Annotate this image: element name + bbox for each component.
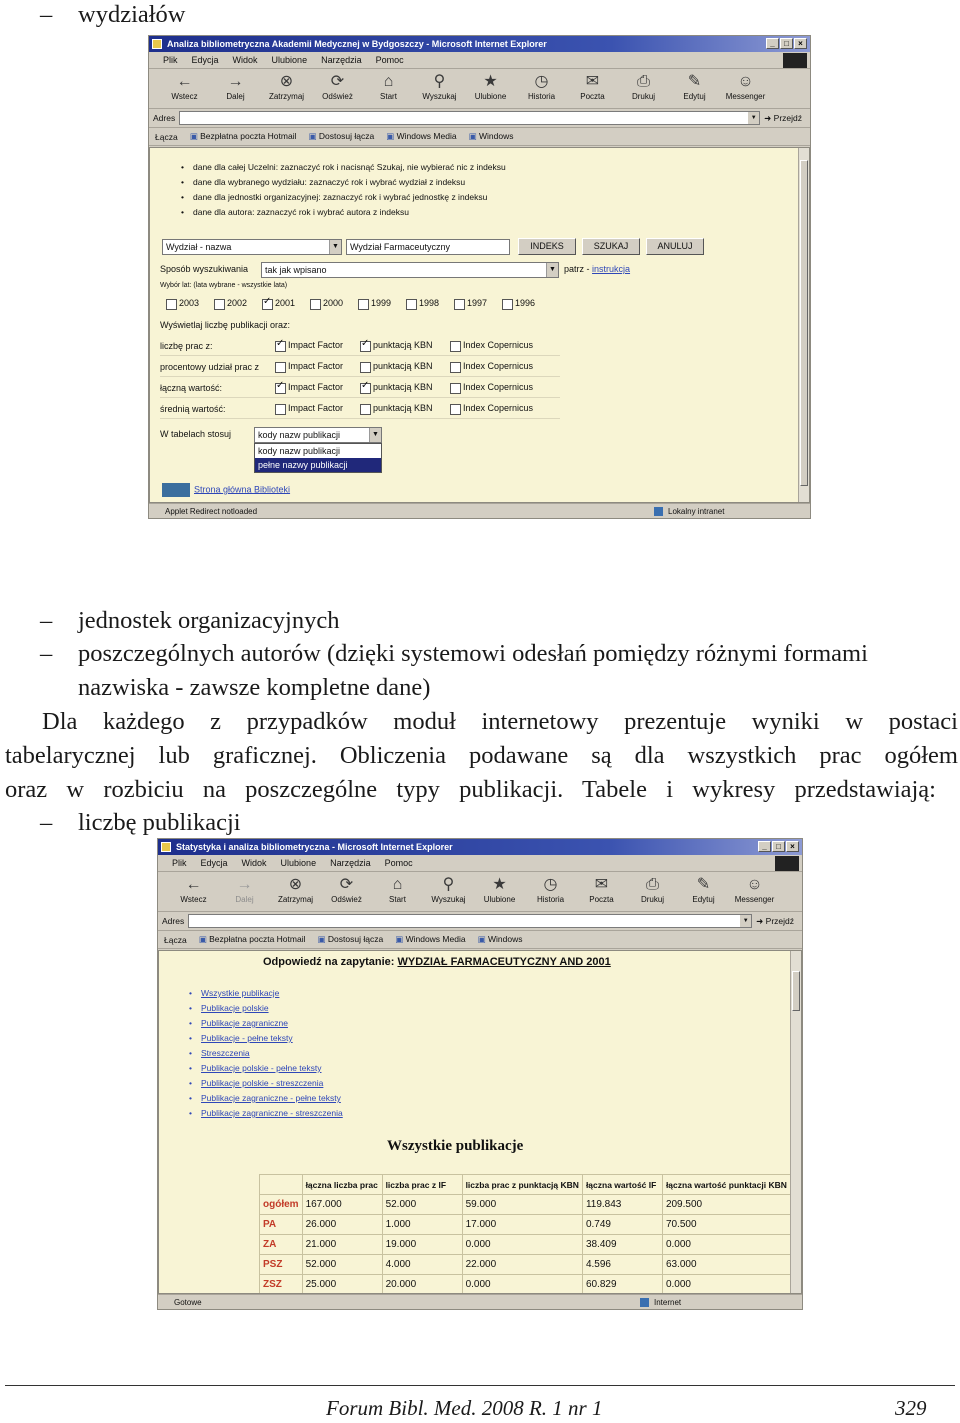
historia-icon: ◷ <box>543 876 558 893</box>
toolbar-button-label: Wstecz <box>171 92 198 101</box>
szukaj-button[interactable]: SZUKAJ <box>582 238 640 255</box>
anuluj-button[interactable]: ANULUJ <box>646 238 704 255</box>
dalej-icon: → <box>227 73 244 90</box>
row-label: ZSZ <box>260 1275 303 1295</box>
measure-checkbox-kbn[interactable]: punktacją KBN ✓ <box>360 340 433 350</box>
link-windows-media[interactable]: ▣ Windows Media <box>386 131 456 142</box>
zatrzymaj-icon: ⊗ <box>288 876 303 893</box>
column-header: łączna wartość punktacji KBN <box>662 1175 790 1195</box>
toolbar-od-wie--button[interactable] <box>321 872 372 911</box>
link-hotmail[interactable]: ▣ Bezpłatna poczta Hotmail <box>199 934 306 945</box>
toolbar-historia-button[interactable] <box>516 69 567 108</box>
search-mode-select[interactable]: tak jak wpisano ▼ <box>261 262 559 278</box>
result-link[interactable]: • Publikacje zagraniczne - streszczenia <box>201 1108 343 1118</box>
links-label: Łącza <box>164 934 187 945</box>
windows-logo-icon <box>775 856 799 871</box>
year-checkbox[interactable]: 1997 <box>454 298 487 308</box>
drukuj-icon: ⎙ <box>637 73 650 90</box>
measure-checkbox-kbn[interactable]: punktacją KBN <box>360 403 433 413</box>
address-label: Adres <box>153 113 176 123</box>
zatrzymaj-icon: ⊗ <box>279 73 294 90</box>
table-row <box>260 1255 791 1275</box>
toolbar-drukuj-button[interactable] <box>627 872 678 911</box>
address-input[interactable] <box>179 111 760 125</box>
table-cell: 1.000 <box>382 1215 462 1235</box>
row-label: PSZ <box>260 1255 303 1275</box>
measure-checkbox-if[interactable]: Impact Factor <box>275 361 343 371</box>
toolbar-button-label: Drukuj <box>631 92 656 101</box>
toolbar-edytuj-button[interactable] <box>669 69 720 108</box>
edytuj-icon: ✎ <box>687 73 702 90</box>
menu-item-widok[interactable]: Widok <box>241 858 267 868</box>
table-cell: 167.000 <box>302 1195 382 1215</box>
toolbar-start-button[interactable] <box>363 69 414 108</box>
wstecz-icon: ← <box>185 876 202 893</box>
chevron-down-icon[interactable]: ▼ <box>740 915 751 927</box>
column-header: łączna liczba prac <box>302 1175 382 1195</box>
toolbar-button-label: Drukuj <box>640 895 665 904</box>
column-header <box>260 1175 303 1195</box>
measure-checkbox-if[interactable]: Impact Factor ✓ <box>275 340 343 350</box>
browser-window-search <box>148 35 811 519</box>
toolbar <box>158 872 802 912</box>
toolbar-dalej-button[interactable] <box>210 69 261 108</box>
answer-heading: Odpowiedź na zapytanie: WYDZIAŁ FARMACEUTYCZNY AND 2001 <box>263 956 611 968</box>
toolbar-button-label: Dalej <box>226 92 245 101</box>
year-checkbox[interactable]: 1999 <box>358 298 391 308</box>
toolbar-button-label: Edytuj <box>692 895 715 904</box>
close-button[interactable]: × <box>786 841 799 852</box>
instruction-link[interactable]: instrukcja <box>592 264 631 274</box>
section-title: Wszystkie publikacje <box>387 1138 524 1154</box>
table-row <box>260 1275 791 1295</box>
toolbar <box>149 69 810 109</box>
toolbar-wyszukaj-button[interactable] <box>414 69 465 108</box>
toolbar-button-label: Wyszukaj <box>422 92 457 101</box>
menu-item-widok[interactable]: Widok <box>232 55 258 65</box>
footer-rule <box>5 1385 955 1386</box>
toolbar-button-label: Edytuj <box>683 92 706 101</box>
status-bar <box>158 1294 802 1309</box>
show-label: Wyświetlaj liczbę publikacji oraz: <box>160 320 290 330</box>
toolbar-button-label: Historia <box>536 895 565 904</box>
historia-icon: ◷ <box>534 73 549 90</box>
result-link[interactable]: • Publikacje zagraniczne <box>201 1018 288 1028</box>
column-header: liczba prac z IF <box>382 1175 462 1195</box>
list-item-wydzialow: – wydziałów <box>40 1 186 28</box>
result-link[interactable]: • Publikacje zagraniczne - pełne teksty <box>201 1093 341 1103</box>
toolbar-button-label: Start <box>380 92 397 101</box>
toolbar-zatrzymaj-button[interactable] <box>261 69 312 108</box>
zone-indicator: Internet <box>640 1295 681 1310</box>
instruction-item: • dane dla wybranego wydziału: zaznaczyć rok i wybrać wydział z indeksu <box>193 177 465 187</box>
address-bar <box>158 912 802 931</box>
table-cell: 21.000 <box>302 1235 382 1255</box>
menu-item-narzedzia[interactable]: Narzędzia <box>321 55 362 65</box>
wstecz-icon: ← <box>176 73 193 90</box>
table-cell: 52.000 <box>302 1255 382 1275</box>
start-icon: ⌂ <box>383 73 394 90</box>
go-button[interactable]: ➜ Przejdź <box>756 915 794 926</box>
ie-icon <box>152 39 162 49</box>
status-bar <box>149 503 810 518</box>
measure-row-label: łączną wartość: <box>160 383 223 393</box>
list-item-autorow-cont: nazwiska - zawsze kompletne dane) <box>78 674 431 701</box>
table-cell: 4.000 <box>382 1255 462 1275</box>
poczta-icon: ✉ <box>594 876 609 893</box>
toolbar-button-label: Ulubione <box>474 92 507 101</box>
link-windows-media[interactable]: ▣ Windows Media <box>395 934 465 945</box>
links-bar <box>149 128 810 146</box>
minimize-button[interactable]: _ <box>766 38 779 49</box>
menu-item-narzedzia[interactable]: Narzędzia <box>330 858 371 868</box>
result-link[interactable]: • Publikacje polskie - pełne teksty <box>201 1063 321 1073</box>
minimize-button[interactable]: _ <box>758 841 771 852</box>
result-link[interactable]: • Publikacje - pełne teksty <box>201 1033 293 1043</box>
toolbar-button-label: Zatrzymaj <box>277 895 314 904</box>
menu-bar <box>158 855 802 872</box>
address-input[interactable] <box>188 914 752 928</box>
link-customize[interactable]: ▣ Dostosuj łącza <box>317 934 383 945</box>
dropdown-option[interactable]: kody nazw publikacji <box>258 446 341 456</box>
toolbar-button-label: Zatrzymaj <box>268 92 305 101</box>
year-checkbox[interactable]: 2003 <box>166 298 199 308</box>
poczta-icon: ✉ <box>585 73 600 90</box>
toolbar-od-wie--button[interactable] <box>312 69 363 108</box>
dropdown-option-highlighted[interactable]: pełne nazwy publikacji <box>255 458 381 472</box>
go-button[interactable]: ➜ Przejdź <box>764 112 802 123</box>
menu-bar <box>149 52 810 69</box>
toolbar-poczta-button[interactable] <box>576 872 627 911</box>
table-cell: 209.500 <box>662 1195 790 1215</box>
year-checkbox[interactable]: 1996 <box>502 298 535 308</box>
row-label: PA <box>260 1215 303 1235</box>
start-icon: ⌂ <box>392 876 403 893</box>
toolbar-button-label: Poczta <box>589 895 614 904</box>
toolbar-button-label: Start <box>389 895 406 904</box>
result-link[interactable]: • Streszczenia <box>201 1048 250 1058</box>
measure-row-label: procentowy udział prac z <box>160 362 260 372</box>
vertical-scrollbar[interactable] <box>798 148 809 502</box>
messenger-icon: ☺ <box>746 876 763 893</box>
tables-mode-select[interactable]: kody nazw publikacji ▼ <box>254 427 382 443</box>
result-link[interactable]: • Publikacje polskie <box>201 1003 269 1013</box>
toolbar-button-label: Dalej <box>235 895 254 904</box>
table-header-row <box>260 1175 791 1195</box>
row-label: ogółem <box>260 1195 303 1215</box>
close-button[interactable]: × <box>794 38 807 49</box>
table-cell: 0.000 <box>662 1235 790 1255</box>
chevron-down-icon[interactable]: ▼ <box>748 112 759 124</box>
measure-checkbox-kbn[interactable]: punktacją KBN ✓ <box>360 382 433 392</box>
toolbar-button-label: Messenger <box>734 895 775 904</box>
window-titlebar: Analiza bibliometryczna Akademii Medycznej w Bydgoszczy - Microsoft Internet Explorer _ □ × <box>149 36 810 52</box>
measure-checkbox-ic[interactable]: Index Copernicus <box>450 340 533 350</box>
maximize-button[interactable]: □ <box>772 841 785 852</box>
measure-row-label: średnią wartość: <box>160 404 226 414</box>
chevron-down-icon: ▼ <box>369 428 381 442</box>
answer-value: WYDZIAŁ FARMACEUTYCZNY AND 2001 <box>397 956 611 968</box>
paragraph-line-3: oraz w rozbiciu na poszczególne typy publikacji. Tabele i wykresy przedstawiają: <box>5 776 936 803</box>
measure-checkbox-ic[interactable]: Index Copernicus <box>450 403 533 413</box>
index-type-select[interactable]: Wydział - nazwa ▼ <box>162 239 342 255</box>
toolbar-button-label: Messenger <box>725 92 766 101</box>
table-cell: 0.749 <box>582 1215 662 1235</box>
table-cell: 63.000 <box>662 1255 790 1275</box>
status-text: Gotowe <box>174 1298 202 1307</box>
toolbar-historia-button[interactable] <box>525 872 576 911</box>
indeks-button[interactable]: INDEKS <box>518 238 576 255</box>
ie-icon <box>161 842 171 852</box>
table-cell: 20.000 <box>382 1275 462 1295</box>
link-customize[interactable]: ▣ Dostosuj łącza <box>308 131 374 142</box>
toolbar-wstecz-button[interactable] <box>168 872 219 911</box>
menu-item-pomoc[interactable]: Pomoc <box>375 55 404 65</box>
table-cell: 0.000 <box>462 1235 582 1255</box>
toolbar-ulubione-button[interactable] <box>465 69 516 108</box>
menu-item-ulubione[interactable]: Ulubione <box>280 858 317 868</box>
row-label: ZA <box>260 1235 303 1255</box>
menu-item-plik[interactable]: Plik <box>172 858 187 868</box>
toolbar-zatrzymaj-button[interactable] <box>270 872 321 911</box>
links-bar <box>158 931 802 949</box>
paragraph-line-1: Dla każdego z przypadków moduł internetowy prezentuje wyniki w postaci <box>42 708 958 735</box>
menu-item-edycja[interactable]: Edycja <box>191 55 219 65</box>
zone-indicator: Lokalny intranet <box>654 504 724 519</box>
toolbar-ulubione-button[interactable] <box>474 872 525 911</box>
ulubione-icon: ★ <box>492 876 507 893</box>
toolbar-button-label: Odśwież <box>331 895 362 904</box>
wyszukaj-icon: ⚲ <box>433 73 446 90</box>
status-text: Applet Redirect notloaded <box>165 507 258 516</box>
table-cell: 119.843 <box>582 1195 662 1215</box>
table-cell: 4.596 <box>582 1255 662 1275</box>
browser-window-results <box>157 838 803 1310</box>
link-hotmail[interactable]: ▣ Bezpłatna poczta Hotmail <box>190 131 297 142</box>
menu-item-ulubione[interactable]: Ulubione <box>271 55 308 65</box>
table-cell: 0.000 <box>462 1275 582 1295</box>
table-cell: 52.000 <box>382 1195 462 1215</box>
table-cell: 25.000 <box>302 1275 382 1295</box>
library-home-icon <box>162 483 190 497</box>
od-wie--icon: ⟳ <box>339 876 354 893</box>
menu-item-edycja[interactable]: Edycja <box>200 858 228 868</box>
footer-citation: Forum Bibl. Med. 2008 R. 1 nr 1 <box>326 1396 603 1420</box>
menu-item-pomoc[interactable]: Pomoc <box>384 858 413 868</box>
page-content <box>158 950 802 1294</box>
links-label: Łącza <box>155 131 178 142</box>
table-cell: 22.000 <box>462 1255 582 1275</box>
table-row <box>260 1235 791 1255</box>
window-titlebar: Statystyka i analiza bibliometryczna - Microsoft Internet Explorer _ □ × <box>158 839 802 855</box>
toolbar-button-label: Ulubione <box>483 895 516 904</box>
instruction-item: • dane dla autora: zaznaczyć rok i wybrać autora z indeksu <box>193 207 409 217</box>
toolbar-button-label: Wstecz <box>180 895 207 904</box>
toolbar-button-label: Historia <box>527 92 556 101</box>
table-cell: 26.000 <box>302 1215 382 1235</box>
toolbar-wyszukaj-button[interactable] <box>423 872 474 911</box>
home-link-row[interactable] <box>162 483 290 497</box>
toolbar-poczta-button[interactable] <box>567 69 618 108</box>
list-item-autorow: – poszczególnych autorów (dzięki systemowi odesłań pomiędzy różnymi formami <box>40 640 868 667</box>
table-cell: 59.000 <box>462 1195 582 1215</box>
od-wie--icon: ⟳ <box>330 73 345 90</box>
year-checkbox[interactable]: 2002 <box>214 298 247 308</box>
table-cell: 70.500 <box>662 1215 790 1235</box>
link-windows[interactable]: ▣ Windows <box>469 131 514 142</box>
table-cell: 60.829 <box>582 1275 662 1295</box>
table-cell: 0.000 <box>662 1275 790 1295</box>
column-header: liczba prac z punktacją KBN <box>462 1175 582 1195</box>
measure-checkbox-kbn[interactable]: punktacją KBN <box>360 361 433 371</box>
see-label: patrz - instrukcja <box>564 264 631 274</box>
result-link[interactable]: • Wszystkie publikacje <box>201 988 279 998</box>
toolbar-start-button[interactable] <box>372 872 423 911</box>
year-checkbox[interactable]: 1998 <box>406 298 439 308</box>
chevron-down-icon: ▼ <box>329 240 341 254</box>
years-label: Wybór lat: (lata wybrane - wszystkie lata) <box>160 282 288 289</box>
edytuj-icon: ✎ <box>696 876 711 893</box>
tables-label: W tabelach stosuj <box>160 429 232 439</box>
toolbar-edytuj-button[interactable] <box>678 872 729 911</box>
search-mode-label: Sposób wyszukiwania <box>160 264 249 274</box>
toolbar-button-label: Poczta <box>580 92 605 101</box>
page-number: 329 <box>895 1396 927 1420</box>
toolbar-button-label: Odśwież <box>322 92 353 101</box>
table-cell: 38.409 <box>582 1235 662 1255</box>
results-table <box>259 1174 791 1294</box>
year-checkbox[interactable]: 2000 <box>310 298 343 308</box>
address-bar <box>149 109 810 128</box>
measure-checkbox-ic[interactable]: Index Copernicus <box>450 361 533 371</box>
toolbar-messenger-button[interactable] <box>729 872 780 911</box>
tables-mode-dropdown <box>254 443 382 473</box>
messenger-icon: ☺ <box>737 73 754 90</box>
index-value-input[interactable]: Wydział Farmaceutyczny <box>346 239 510 255</box>
toolbar-messenger-button[interactable] <box>720 69 771 108</box>
table-cell: 19.000 <box>382 1235 462 1255</box>
table-row <box>260 1195 791 1215</box>
measure-row-label: liczbę prac z: <box>160 341 213 351</box>
table-row <box>260 1215 791 1235</box>
toolbar-dalej-button[interactable] <box>219 872 270 911</box>
library-home-link[interactable]: Strona główna Biblioteki <box>194 484 291 495</box>
toolbar-drukuj-button[interactable] <box>618 69 669 108</box>
column-header: łączna wartość IF <box>582 1175 662 1195</box>
measure-checkbox-if[interactable]: Impact Factor ✓ <box>275 382 343 392</box>
list-item-jednostek: – jednostek organizacyjnych <box>40 607 340 634</box>
list-item-liczbe: – liczbę publikacji <box>40 809 241 836</box>
result-link[interactable]: • Publikacje polskie - streszczenia <box>201 1078 323 1088</box>
table-cell: 17.000 <box>462 1215 582 1235</box>
link-windows[interactable]: ▣ Windows <box>478 934 523 945</box>
drukuj-icon: ⎙ <box>646 876 659 893</box>
windows-logo-icon <box>783 53 807 68</box>
vertical-scrollbar[interactable] <box>790 951 801 1293</box>
toolbar-wstecz-button[interactable] <box>159 69 210 108</box>
toolbar-button-label: Wyszukaj <box>431 895 466 904</box>
measure-checkbox-if[interactable]: Impact Factor <box>275 403 343 413</box>
address-label: Adres <box>162 916 185 926</box>
maximize-button[interactable]: □ <box>780 38 793 49</box>
ulubione-icon: ★ <box>483 73 498 90</box>
chevron-down-icon: ▼ <box>546 263 558 277</box>
instruction-item: • dane dla całej Uczelni: zaznaczyć rok i nacisnąć Szukaj, nie wybierać nic z indeksu <box>193 162 506 172</box>
measure-checkbox-ic[interactable]: Index Copernicus <box>450 382 533 392</box>
page-content <box>149 147 810 503</box>
instruction-item: • dane dla jednostki organizacyjnej: zaznaczyć rok i wybrać jednostkę z indeksu <box>193 192 487 202</box>
menu-item-plik[interactable]: Plik <box>163 55 178 65</box>
year-checkbox[interactable]: 2001 ✓ <box>262 298 295 308</box>
paragraph-line-2: tabelarycznej lub graficznej. Obliczenia podawane są dla wszystkich prac ogółem <box>5 742 958 769</box>
dalej-icon: → <box>236 876 253 893</box>
wyszukaj-icon: ⚲ <box>442 876 455 893</box>
